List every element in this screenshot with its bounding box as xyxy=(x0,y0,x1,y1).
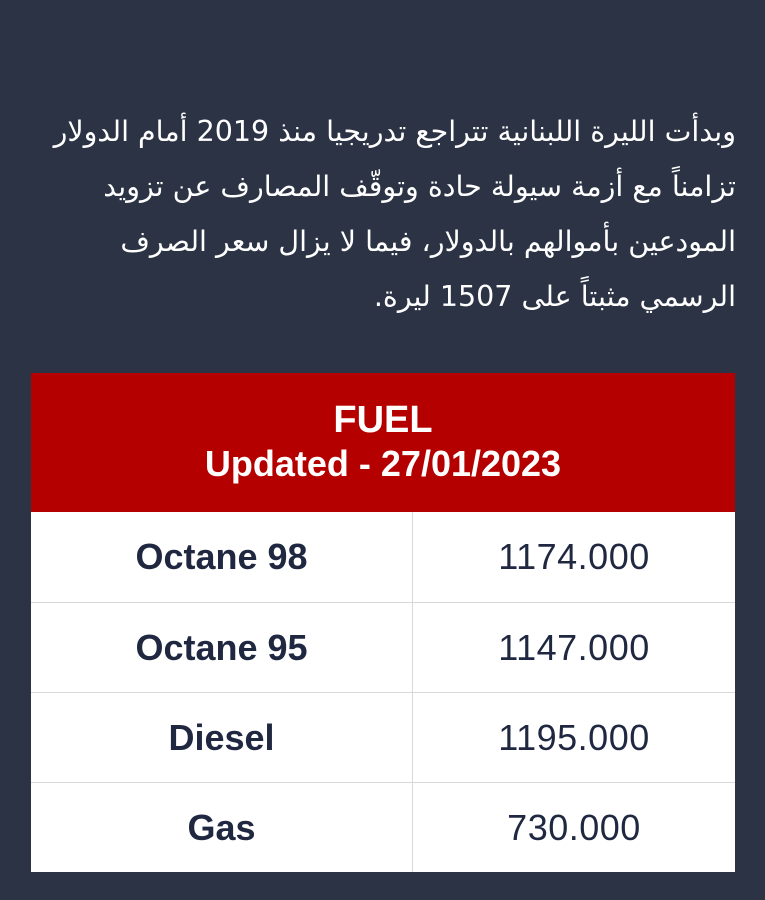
fuel-price-cell: 1147.000 xyxy=(498,626,650,668)
table-title: FUEL xyxy=(333,399,433,441)
fuel-price-cell: 1174.000 xyxy=(498,536,650,577)
table-row xyxy=(31,692,735,782)
fuel-price-cell: 730.000 xyxy=(507,806,641,848)
fuel-name-cell: Diesel xyxy=(31,693,413,782)
table-body xyxy=(31,512,735,872)
table-row xyxy=(31,512,735,602)
article-paragraph: وبدأت الليرة اللبنانية تتراجع تدريجيا منذ 2019 أمام الدولار تزامناً مع أزمة سيولة حادة وتوقّف المصارف عن تزويد المودعين بأموالهم بالدولار، فيما لا يزال سعر الصرف الرسمي مثبتاً على 1507 ليرة. xyxy=(53,115,736,313)
table-subtitle: Updated - 27/01/2023 xyxy=(204,443,562,484)
fuel-price-cell: 1195.000 xyxy=(498,716,650,758)
fuel-name-cell: Gas xyxy=(31,783,413,872)
fuel-price-table xyxy=(31,373,735,872)
table-row xyxy=(31,602,735,692)
fuel-name-cell: Octane 98 xyxy=(31,512,413,602)
table-row xyxy=(31,782,735,872)
table-header xyxy=(31,373,735,512)
fuel-name-cell: Octane 95 xyxy=(31,603,413,692)
